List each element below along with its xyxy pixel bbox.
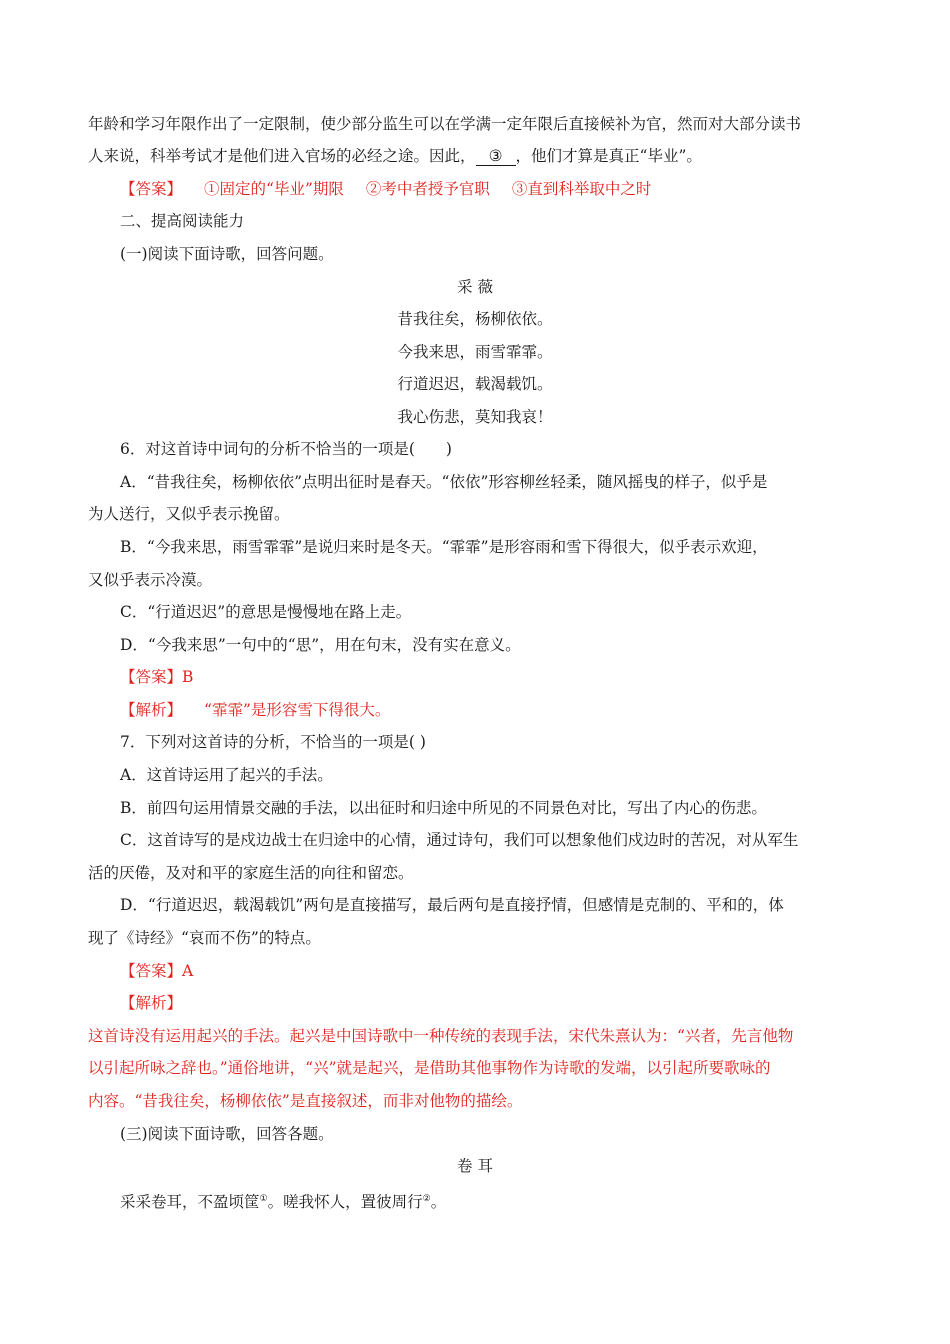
answer-line — [120, 960, 193, 982]
answer-line — [120, 178, 651, 200]
answer-line — [120, 666, 193, 688]
poem-line: 采采卷耳，不盈顷筐①。嗟我怀人，置彼周行②。 — [120, 1193, 447, 1212]
poem-line: 今我来思，雨雪霏霏。 — [397, 343, 553, 361]
analysis-text: “霏霏”是形容雪下得很大。 — [204, 701, 391, 719]
option-d: D．“今我来思”一句中的“思”，用在句末，没有实在意义。 — [120, 636, 521, 654]
answer-item: ②考中者授予官职 — [365, 180, 490, 198]
option-b: B．前四句运用情景交融的手法，以出征时和归途中所见的不同景色对比，写出了内心的伤悲。 — [120, 799, 767, 817]
analysis-text: 这首诗没有运用起兴的手法。起兴是中国诗歌中一种传统的表现手法，宋代朱熹认为：“兴者，先言他物 — [88, 1027, 794, 1045]
question-stem: 7．下列对这首诗的分析，不恰当的一项是( ) — [120, 733, 426, 751]
subsection-heading: (一)阅读下面诗歌，回答问题。 — [120, 245, 334, 263]
answer-label: 【答案】 — [120, 668, 183, 686]
poem-title: 采 薇 — [457, 278, 493, 296]
answer-label: 【答案】 — [120, 962, 183, 980]
analysis-label: 【解析】 — [120, 701, 183, 719]
analysis-line — [120, 699, 390, 721]
option-b-cont: 又似乎表示冷漠。 — [88, 571, 213, 589]
poem-title: 卷 耳 — [457, 1157, 493, 1175]
answer-label: 【答案】 — [120, 180, 183, 198]
answer-item: ③直到科举取中之时 — [511, 180, 652, 198]
option-a-cont: 为人送行，又似乎表示挽留。 — [88, 505, 290, 523]
option-a: A．这首诗运用了起兴的手法。 — [120, 766, 333, 784]
analysis-text: 以引起所咏之辞也。”通俗地讲，“兴”就是起兴，是借助其他事物作为诗歌的发端，以引起所要歌咏的 — [88, 1059, 771, 1077]
question-stem: 6．对这首诗中词句的分析不恰当的一项是( ) — [120, 440, 452, 458]
option-d: D．“行道迟迟，载渴载饥”两句是直接描写，最后两句是直接抒情，但感情是克制的、平和的，体 — [120, 896, 784, 914]
poem-line: 行道迟迟，载渴载饥。 — [397, 375, 553, 393]
option-d-cont: 现了《诗经》“哀而不伤”的特点。 — [88, 929, 321, 947]
section-heading: 二、提高阅读能力 — [120, 212, 245, 230]
subsection-heading: (三)阅读下面诗歌，回答各题。 — [120, 1125, 334, 1143]
answer-value: A — [182, 962, 194, 980]
answer-value: B — [182, 668, 194, 686]
option-c: C．“行道迟迟”的意思是慢慢地在路上走。 — [120, 603, 412, 621]
footnote-marker: ② — [422, 1194, 431, 1204]
paragraph-line: 年龄和学习年限作出了一定限制，使少部分监生可以在学满一定年限后直接候补为官，然而对大部分读书 — [88, 115, 802, 133]
paragraph-line: 人来说，科举考试才是他们进入官场的必经之途。因此， ③ ，他们才算是真正“毕业”。 — [88, 147, 702, 165]
option-c: C．这首诗写的是戍边战士在归途中的心情，通过诗句，我们可以想象他们戍边时的苦况，对从军生 — [120, 831, 799, 849]
option-a: A．“昔我往矣，杨柳依依”点明出征时是春天。“依依”形容柳丝轻柔，随风摇曳的样子，似乎是 — [120, 473, 768, 491]
option-b: B．“今我来思，雨雪霏霏”是说归来时是冬天。“霏霏”是形容雨和雪下得很大，似乎表示欢迎， — [120, 538, 768, 556]
analysis-text: 内容。“昔我往矣，杨柳依依”是直接叙述，而非对他物的描绘。 — [88, 1092, 523, 1110]
poem-line: 我心伤悲，莫知我哀！ — [397, 408, 553, 426]
answer-item: ①固定的“毕业”期限 — [204, 180, 344, 198]
analysis-label: 【解析】 — [120, 994, 183, 1012]
poem-line: 昔我往矣，杨柳依依。 — [397, 310, 553, 328]
fill-blank: ③ — [476, 147, 516, 166]
option-c-cont: 活的厌倦，及对和平的家庭生活的向往和留恋。 — [88, 864, 414, 882]
footnote-marker: ① — [259, 1194, 268, 1204]
